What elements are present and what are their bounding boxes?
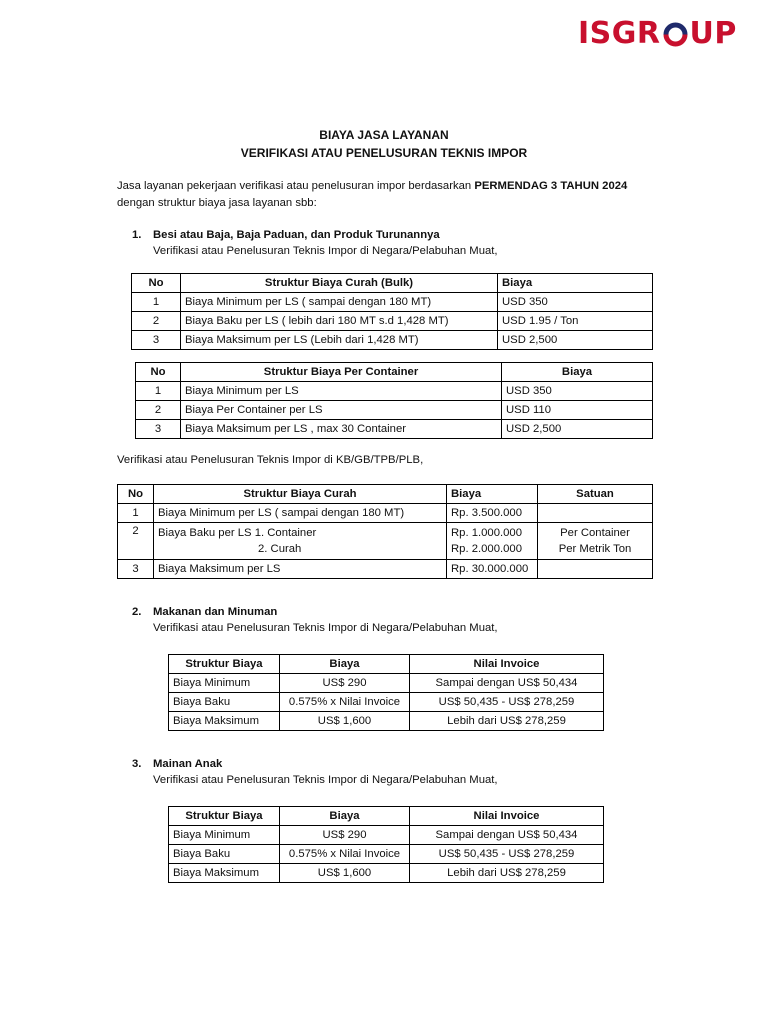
logo-text-right: UP [689,16,737,51]
col-header-fee: Biaya [447,485,538,504]
section-3-number: 3. [132,758,142,770]
intro-line-2: dengan struktur biaya jasa layanan sbb: [117,197,317,209]
col-header-invoice: Nilai Invoice [410,807,604,826]
table-bulk-fees [131,273,653,350]
section-1-subtitle: Verifikasi atau Penelusuran Teknis Impor di Negara/Pelabuhan Muat, [153,245,498,257]
table-row: 3 Biaya Maksimum per LS (Lebih dari 1,428 MT) USD 2,500 [132,331,653,350]
col-header-fee: Biaya [280,655,410,674]
table-header-row [136,363,653,382]
table-row: 3 Biaya Maksimum per LS Rp. 30.000.000 [118,560,653,579]
section-3-subtitle: Verifikasi atau Penelusuran Teknis Impor di Negara/Pelabuhan Muat, [153,774,498,786]
logo-text-left: ISGR [578,16,661,51]
col-header-structure: Struktur Biaya Curah [154,485,447,504]
table-header-row [169,655,604,674]
table-row: 1 Biaya Minimum per LS ( sampai dengan 180 MT) USD 350 [132,293,653,312]
col-header-no: No [136,363,181,382]
logo-ring-icon [662,21,689,48]
table-row: 2 Biaya Per Container per LS USD 110 [136,401,653,420]
col-header-no: No [132,274,181,293]
section-2-title: Makanan dan Minuman [153,606,278,618]
col-header-invoice: Nilai Invoice [410,655,604,674]
table-header-row [132,274,653,293]
col-header-structure: Struktur Biaya [169,655,280,674]
section-1-number: 1. [132,229,142,241]
intro-line-1: Jasa layanan pekerjaan verifikasi atau penelusuran impor berdasarkan PERMENDAG 3 TAHUN 2024 [117,180,628,192]
document-title: BIAYA JASA LAYANAN [319,128,449,142]
col-header-fee: Biaya [502,363,653,382]
col-header-structure: Struktur Biaya [169,807,280,826]
table-toys-fees [168,806,604,883]
section-2-number: 2. [132,606,142,618]
table-row: Biaya Baku 0.575% x Nilai Invoice US$ 50,435 - US$ 278,259 [169,693,604,712]
col-header-structure: Struktur Biaya Per Container [181,363,502,382]
table-row: 1 Biaya Minimum per LS ( sampai dengan 180 MT) Rp. 3.500.000 [118,504,653,523]
col-header-unit: Satuan [538,485,653,504]
table-food-beverage-fees [168,654,604,731]
table-row: 2 Biaya Baku per LS ( lebih dari 180 MT s.d 1,428 MT) USD 1.95 / Ton [132,312,653,331]
section-1-title: Besi atau Baja, Baja Paduan, dan Produk Turunannya [153,229,440,241]
table-row: Biaya Minimum US$ 290 Sampai dengan US$ 50,434 [169,826,604,845]
table-header-row [169,807,604,826]
regulation-ref: PERMENDAG 3 TAHUN 2024 [474,180,628,192]
document-subtitle: VERIFIKASI ATAU PENELUSURAN TEKNIS IMPOR [240,146,528,160]
table-row: 1 Biaya Minimum per LS USD 350 [136,382,653,401]
table-row: 2 Biaya Baku per LS 1. Container 2. Curah Rp. 1.000.000 Rp. 2.000.000 Per Container Per Metrik Ton [118,523,653,560]
table-header-row [118,485,653,504]
section-3-title: Mainan Anak [153,758,223,770]
col-header-structure: Struktur Biaya Curah (Bulk) [181,274,498,293]
table-kb-gb-fees [117,484,653,579]
table-row: Biaya Minimum US$ 290 Sampai dengan US$ 50,434 [169,674,604,693]
table-row: Biaya Maksimum US$ 1,600 Lebih dari US$ 278,259 [169,864,604,883]
table-row: Biaya Maksimum US$ 1,600 Lebih dari US$ 278,259 [169,712,604,731]
isgroup-logo [578,16,737,52]
col-header-fee: Biaya [280,807,410,826]
table-row: 3 Biaya Maksimum per LS , max 30 Container USD 2,500 [136,420,653,439]
col-header-fee: Biaya [498,274,653,293]
section-1-subtitle-2: Verifikasi atau Penelusuran Teknis Impor di KB/GB/TPB/PLB, [117,454,424,466]
table-container-fees [135,362,653,439]
section-2-subtitle: Verifikasi atau Penelusuran Teknis Impor di Negara/Pelabuhan Muat, [153,622,498,634]
table-row: Biaya Baku 0.575% x Nilai Invoice US$ 50,435 - US$ 278,259 [169,845,604,864]
col-header-no: No [118,485,154,504]
